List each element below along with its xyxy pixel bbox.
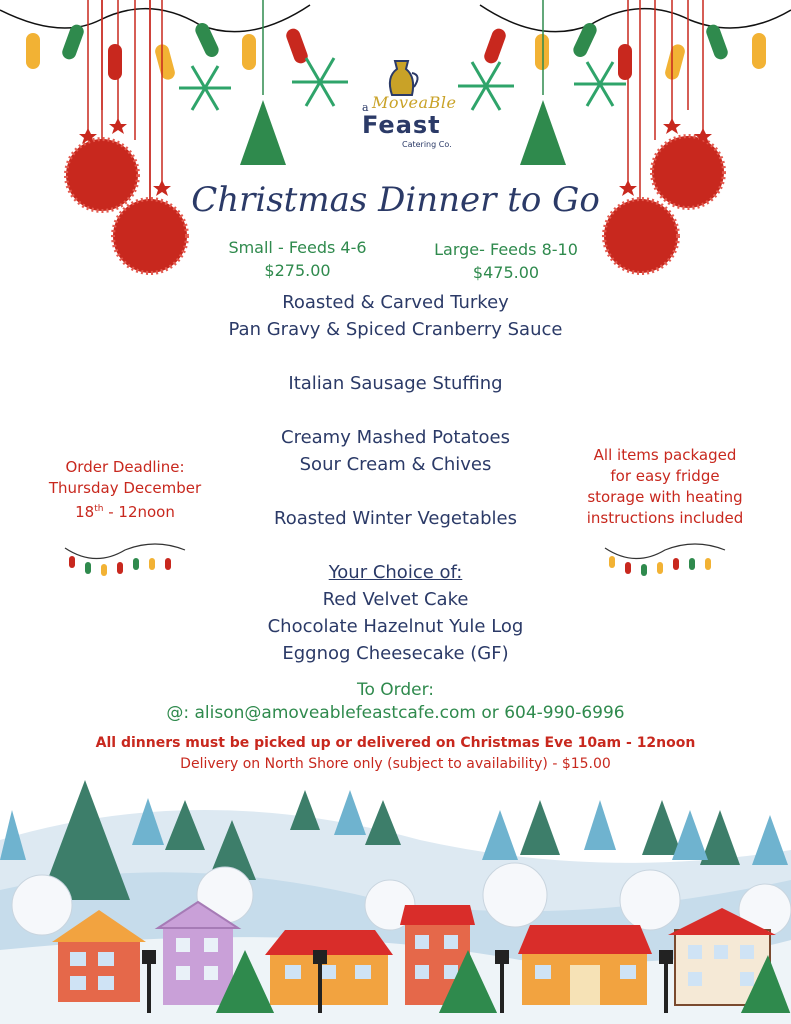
company-logo xyxy=(340,55,460,155)
page-title: Christmas Dinner to Go xyxy=(191,180,600,220)
string-lights-left xyxy=(26,21,310,81)
size-large xyxy=(412,238,600,284)
house xyxy=(265,930,393,1005)
menu-item: Pan Gravy & Spiced Cranberry Sauce xyxy=(228,319,563,340)
mini-lights-right xyxy=(600,540,730,580)
size-large-price: $475.00 xyxy=(472,263,540,282)
menu-item: Italian Sausage Stuffing xyxy=(288,373,503,394)
size-small-label: Small - Feeds 4-6 xyxy=(228,238,367,257)
logo-text-catering: Catering Co. xyxy=(402,140,452,149)
order-contact[interactable]: @: alison@amoveablefeastcafe.com or 604-990-6996 xyxy=(166,703,625,723)
size-large-label: Large- Feeds 8-10 xyxy=(434,240,578,259)
village-illustration xyxy=(0,770,791,1024)
size-small-price: $275.00 xyxy=(264,261,331,280)
house xyxy=(518,925,652,1005)
delivery-note: Delivery on North Shore only (subject to availability) - $15.00 xyxy=(180,756,611,772)
packaging-note xyxy=(565,445,765,529)
packaging-line1: All items packaged xyxy=(593,446,737,464)
mini-lights-left xyxy=(60,540,190,580)
dessert-choice: Eggnog Cheesecake (GF) xyxy=(282,643,509,664)
light-string-right xyxy=(480,5,791,32)
packaging-line3: storage with heating xyxy=(587,488,743,506)
order-deadline xyxy=(25,457,225,523)
order-heading: To Order: xyxy=(356,680,435,700)
deadline-line1: Order Deadline: xyxy=(65,458,185,476)
menu-item: Creamy Mashed Potatoes xyxy=(281,427,510,448)
string-lights-right xyxy=(482,21,766,81)
dessert-choice: Chocolate Hazelnut Yule Log xyxy=(267,616,524,637)
deadline-line3: 18th - 12noon xyxy=(75,503,175,521)
menu-item: Roasted Winter Vegetables xyxy=(274,508,517,529)
packaging-line4: instructions included xyxy=(586,509,744,527)
pickup-note: All dinners must be picked up or delivered on Christmas Eve 10am - 12noon xyxy=(95,735,696,751)
size-small xyxy=(205,236,390,282)
deadline-line2: Thursday December xyxy=(48,479,202,497)
choice-heading: Your Choice of: xyxy=(328,562,463,583)
logo-text-moveable: MoveaBle xyxy=(372,93,457,112)
menu-item: Sour Cream & Chives xyxy=(299,454,492,475)
logo-text-feast: Feast xyxy=(362,111,441,139)
dessert-choice: Red Velvet Cake xyxy=(322,589,469,610)
packaging-line2: for easy fridge xyxy=(610,467,720,485)
logo-text-a: a xyxy=(362,101,369,114)
menu-item: Roasted & Carved Turkey xyxy=(282,292,509,313)
menu-list xyxy=(170,289,621,667)
